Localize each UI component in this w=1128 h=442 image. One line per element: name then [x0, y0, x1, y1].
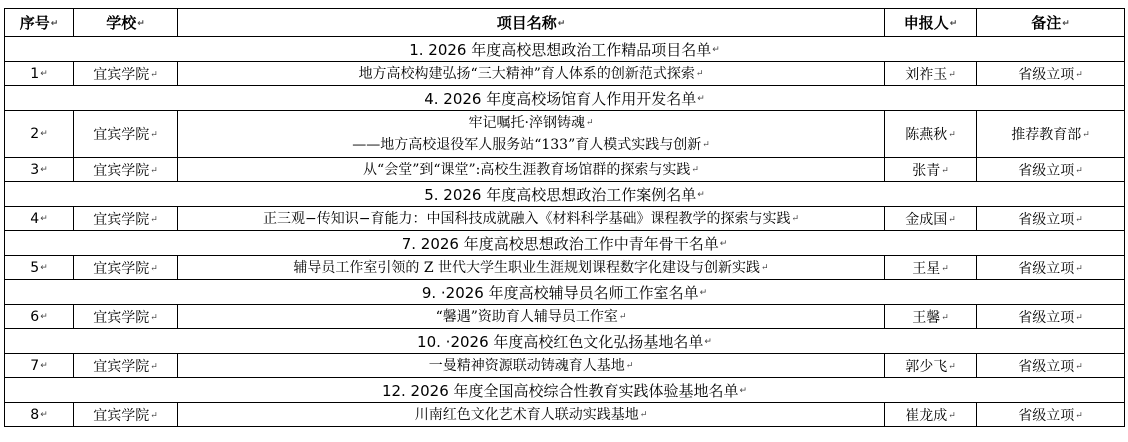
applicant-cell-text: 张青	[912, 162, 941, 179]
section-heading	[5, 280, 1125, 305]
row-number-text: 4	[30, 210, 40, 227]
project-name-cell	[178, 62, 885, 86]
note-cell	[977, 256, 1125, 280]
table-row	[5, 62, 1125, 86]
school-cell	[74, 305, 178, 329]
paragraph-mark-icon: ↵	[695, 68, 704, 79]
applicant-cell	[885, 207, 977, 231]
applicant-cell	[885, 305, 977, 329]
section-heading-text: 7. 2026 年度高校思想政治工作中青年骨干名单	[401, 234, 719, 253]
section-heading-text: 10. ·2026 年度高校红色文化弘扬基地名单	[417, 332, 704, 351]
note-cell-text: 省级立项	[1018, 162, 1075, 179]
paragraph-mark-icon: ↵	[712, 45, 720, 55]
header-cell-note: 备注↵	[977, 9, 1125, 37]
header-cell-project: 项目名称↵	[178, 9, 885, 37]
project-name-text: ——地方高校退役军人服务站“133”育人模式实践与创新	[352, 137, 702, 153]
paragraph-mark-icon: ↵	[40, 213, 48, 224]
project-name-line	[178, 134, 884, 156]
paragraph-mark-icon: ↵	[625, 360, 634, 371]
school-cell	[74, 256, 178, 280]
note-cell-text: 省级立项	[1018, 407, 1075, 424]
paragraph-mark-icon: ↵	[40, 262, 48, 273]
paragraph-mark-icon: ↵	[941, 312, 949, 323]
project-name-line	[178, 355, 884, 377]
project-name-cell	[178, 354, 885, 378]
paragraph-mark-icon: ↵	[1075, 69, 1083, 80]
row-number	[5, 256, 74, 280]
school-cell-text: 宜宾学院	[93, 260, 150, 277]
project-name-line	[178, 257, 884, 279]
paragraph-mark-icon: ↵	[948, 69, 956, 80]
paragraph-mark-icon: ↵	[719, 239, 728, 249]
note-cell	[977, 62, 1125, 86]
paragraph-mark-icon: ↵	[40, 409, 48, 420]
school-cell-text: 宜宾学院	[93, 66, 150, 83]
paragraph-mark-icon: ↵	[40, 311, 48, 322]
header-cell-no: 序号↵	[5, 9, 74, 37]
section-heading	[5, 378, 1125, 403]
applicant-cell-text: 王馨	[912, 309, 941, 326]
school-cell	[74, 207, 178, 231]
project-name-text: 地方高校构建弘扬“三大精神”育人体系的创新范式探索	[358, 65, 695, 82]
project-name-cell	[178, 305, 885, 329]
paragraph-mark-icon: ↵	[1075, 214, 1083, 225]
section-heading	[5, 182, 1125, 207]
paragraph-mark-icon: ↵	[150, 130, 158, 140]
school-cell-text: 宜宾学院	[93, 127, 150, 143]
paragraph-mark-icon: ↵	[948, 361, 956, 372]
section-heading	[5, 86, 1125, 111]
table-row	[5, 305, 1125, 329]
row-number	[5, 158, 74, 182]
school-cell-text: 宜宾学院	[93, 309, 150, 326]
note-cell	[977, 158, 1125, 182]
paragraph-mark-icon: ↵	[585, 118, 594, 128]
table-row	[5, 158, 1125, 182]
section-heading-text: 4. 2026 年度高校场馆育人作用开发名单	[424, 89, 697, 108]
row-number	[5, 111, 74, 158]
paragraph-mark-icon: ↵	[40, 68, 48, 79]
paragraph-mark-icon: ↵	[40, 164, 48, 175]
table-row	[5, 403, 1125, 427]
paragraph-mark-icon: ↵	[1082, 130, 1090, 140]
project-name-line	[178, 208, 884, 230]
project-name-line	[178, 306, 884, 328]
section-heading-text: 12. 2026 年度全国高校综合性教育实践体验基地名单	[381, 381, 739, 400]
header-cell-applicant: 申报人↵	[885, 9, 977, 37]
paragraph-mark-icon: ↵	[150, 410, 158, 421]
paragraph-mark-icon: ↵	[618, 311, 627, 322]
paragraph-mark-icon: ↵	[704, 337, 712, 347]
applicant-cell-text: 郭少飞	[905, 358, 948, 375]
school-cell	[74, 111, 178, 158]
section-heading	[5, 37, 1125, 62]
paragraph-mark-icon: ↵	[941, 263, 949, 274]
project-name-text: 辅导员工作室引领的 Z 世代大学生职业生涯规划课程数字化建设与创新实践	[293, 259, 761, 276]
table-row	[5, 111, 1125, 158]
applicant-cell	[885, 403, 977, 427]
paragraph-mark-icon: ↵	[739, 386, 748, 396]
project-name-text: 牢记嘱托·淬钢铸魂	[468, 115, 585, 131]
row-number-text: 2	[30, 126, 40, 142]
section-heading-row	[5, 86, 1125, 111]
note-cell-text: 省级立项	[1018, 66, 1075, 83]
header-row	[5, 9, 1125, 37]
row-number-text: 8	[30, 406, 40, 423]
note-cell	[977, 305, 1125, 329]
table-row	[5, 207, 1125, 231]
project-name-cell	[178, 403, 885, 427]
project-name-line	[178, 404, 884, 426]
row-number-text: 1	[30, 65, 40, 82]
paragraph-mark-icon: ↵	[948, 130, 956, 140]
paragraph-mark-icon: ↵	[1075, 361, 1083, 372]
row-number	[5, 207, 74, 231]
applicant-cell-text: 王星	[912, 260, 941, 277]
applicant-cell	[885, 158, 977, 182]
paragraph-mark-icon: ↵	[948, 410, 956, 421]
row-number	[5, 305, 74, 329]
note-cell-text: 推荐教育部	[1011, 127, 1082, 143]
table-row	[5, 354, 1125, 378]
row-number-text: 3	[30, 161, 40, 178]
paragraph-mark-icon: ↵	[639, 409, 648, 420]
paragraph-mark-icon: ↵	[699, 288, 708, 298]
paragraph-mark-icon: ↵	[150, 69, 158, 80]
project-name-text: 川南红色文化艺术育人联动实践基地	[414, 406, 639, 423]
school-cell	[74, 158, 178, 182]
section-heading-row	[5, 329, 1125, 354]
paragraph-mark-icon: ↵	[941, 165, 949, 176]
section-heading-row	[5, 231, 1125, 256]
section-heading-row	[5, 378, 1125, 403]
section-heading	[5, 329, 1125, 354]
paragraph-mark-icon: ↵	[1075, 165, 1083, 176]
project-name-text: 正三观−传知识−育能力：中国科技成就融入《材料科学基础》课程教学的探索与实践	[262, 210, 791, 227]
header-cell-school: 学校↵	[74, 9, 178, 37]
paragraph-mark-icon: ↵	[697, 94, 705, 104]
row-number	[5, 354, 74, 378]
paragraph-mark-icon: ↵	[697, 190, 705, 200]
school-cell-text: 宜宾学院	[93, 407, 150, 424]
paragraph-mark-icon: ↵	[150, 361, 158, 372]
project-name-text: “馨遇”资助育人辅导员工作室	[435, 308, 618, 325]
note-cell	[977, 354, 1125, 378]
note-cell-text: 省级立项	[1018, 260, 1075, 277]
paragraph-mark-icon: ↵	[791, 213, 799, 224]
school-cell	[74, 403, 178, 427]
paragraph-mark-icon: ↵	[150, 165, 158, 176]
school-cell	[74, 62, 178, 86]
row-number-text: 5	[30, 259, 40, 276]
project-name-cell	[178, 158, 885, 182]
section-heading-text: 1. 2026 年度高校思想政治工作精品项目名单	[409, 40, 712, 59]
note-cell	[977, 111, 1125, 158]
paragraph-mark-icon: ↵	[40, 360, 48, 371]
project-name-text: 一曼精神资源联动铸魂育人基地	[428, 357, 625, 374]
applicant-cell	[885, 62, 977, 86]
section-heading-row	[5, 37, 1125, 62]
project-name-line	[178, 63, 884, 85]
applicant-cell-text: 陈燕秋	[905, 127, 948, 143]
applicant-cell	[885, 354, 977, 378]
project-name-line	[178, 112, 884, 134]
section-heading-row	[5, 182, 1125, 207]
note-cell-text: 省级立项	[1018, 309, 1075, 326]
paragraph-mark-icon: ↵	[40, 129, 48, 139]
paragraph-mark-icon: ↵	[1075, 312, 1083, 323]
paragraph-mark-icon: ↵	[150, 263, 158, 274]
section-heading-row	[5, 280, 1125, 305]
paragraph-mark-icon: ↵	[702, 140, 710, 150]
row-number	[5, 62, 74, 86]
note-cell	[977, 403, 1125, 427]
paragraph-mark-icon: ↵	[691, 164, 699, 175]
project-name-cell	[178, 256, 885, 280]
applicant-cell	[885, 256, 977, 280]
paragraph-mark-icon: ↵	[150, 312, 158, 323]
school-cell-text: 宜宾学院	[93, 211, 150, 228]
note-cell	[977, 207, 1125, 231]
section-heading-text: 5. 2026 年度高校思想政治工作案例名单	[424, 185, 697, 204]
applicant-cell-text: 刘祚玉	[905, 66, 948, 83]
project-name-cell	[178, 207, 885, 231]
paragraph-mark-icon: ↵	[150, 214, 158, 225]
paragraph-mark-icon: ↵	[1075, 263, 1083, 274]
row-number-text: 6	[30, 308, 40, 325]
section-heading-text: 9. ·2026 年度高校辅导员名师工作室名单	[421, 283, 699, 302]
table-row	[5, 256, 1125, 280]
project-name-cell	[178, 111, 885, 158]
school-cell-text: 宜宾学院	[93, 162, 150, 179]
section-heading	[5, 231, 1125, 256]
applicant-cell	[885, 111, 977, 158]
note-cell-text: 省级立项	[1018, 211, 1075, 228]
paragraph-mark-icon: ↵	[948, 214, 956, 225]
project-list-table	[4, 8, 1125, 427]
project-name-text: 从“会堂”到“课堂”:高校生涯教育场馆群的探索与实践	[363, 161, 691, 178]
school-cell-text: 宜宾学院	[93, 358, 150, 375]
paragraph-mark-icon: ↵	[1075, 410, 1083, 421]
paragraph-mark-icon: ↵	[761, 262, 769, 273]
note-cell-text: 省级立项	[1018, 358, 1075, 375]
school-cell	[74, 354, 178, 378]
applicant-cell-text: 崔龙成	[905, 407, 948, 424]
row-number	[5, 403, 74, 427]
project-name-line	[178, 159, 884, 181]
applicant-cell-text: 金成国	[905, 211, 948, 228]
row-number-text: 7	[30, 357, 40, 374]
table-body	[5, 37, 1125, 427]
